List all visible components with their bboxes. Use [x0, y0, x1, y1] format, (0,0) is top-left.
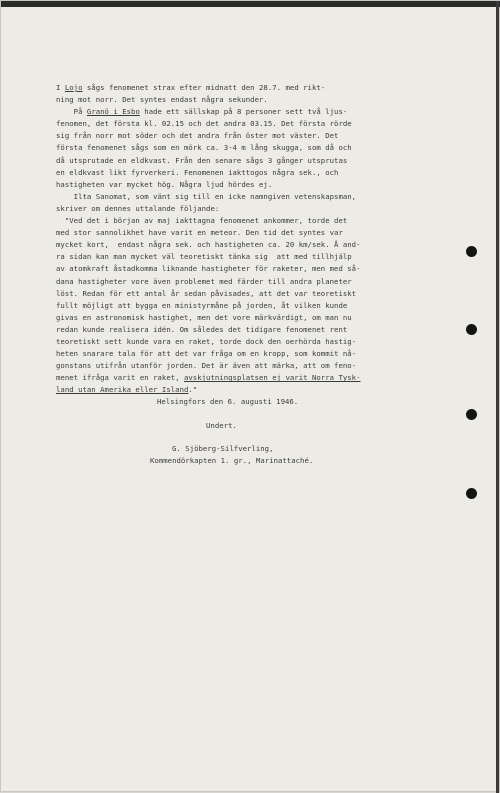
text-line: I Lojo sågs fenomenet strax efter midnatt den 28.7. med rikt- [56, 83, 326, 92]
text-line: dana hastigheter vore även problemet med färder till andra planeter [56, 276, 352, 286]
text-line: menet ifråga varit en raket, avskjutningsplatsen ej varit Norra Tysk- [56, 373, 361, 383]
text-line: "Ved det i början av maj iakttagna fenomenet ankommer, torde det [56, 216, 348, 226]
text-line: skriver om dennes uttalande följande: [56, 203, 220, 213]
text-line: löst. Redan för ett antal år sedan påvisades, att det var teoretiskt [56, 288, 357, 298]
text-line: av atomkraft åstadkomma liknande hastigheter för raketer, men med så- [56, 264, 361, 274]
text-line: mycket kort, endast några sek. och hastigheten ca. 20 km/sek. Å and- [56, 240, 361, 250]
text-line: fullt möjligt att bygga en ministyrmåne på jorden, åt vilken kunde [56, 300, 348, 310]
letter-body [56, 82, 451, 467]
scan-edge-top [1, 1, 500, 7]
text-line: gonstans utifrån utanför jorden. Det är även att märka, att om feno- [56, 361, 357, 371]
text-line: givas en astronomisk hastighet, men det vore märkvärdigt, om man nu [56, 312, 352, 322]
closing: Undert. [206, 420, 237, 430]
punch-hole [466, 246, 477, 257]
text-line: På Granö i Esbo hade ett sällskap på 8 personer sett två ljus- [56, 107, 348, 117]
text-line: ning mot norr. Det syntes endast några sekunder. [56, 95, 268, 105]
text-line: heten snarare tala för att det var fråga om en kropp, som kommit nå- [56, 349, 357, 359]
text-line: land utan Amerika eller Island." [56, 385, 198, 395]
text-line: ra sidan kan man mycket väl teoretiskt tänka sig att med tillhjälp [56, 252, 352, 262]
text-line: redan kunde realisera idén. Om således det tidigare fenomenet rent [56, 324, 348, 334]
punch-hole [466, 409, 477, 420]
text-line: en eldkvast likt fyrverkeri. Fenomenen iakttogos några sek., och [56, 167, 339, 177]
punch-hole [466, 324, 477, 335]
text-line: teoretiskt sett kunde vara en raket, torde dock den oerhörda hastig- [56, 336, 357, 346]
text-line: första fenomenet sågs som en mörk ca. 3-4 m lång skugga, som då och [56, 143, 352, 153]
text-line: då utsprutade en eldkvast. Från den senare sågs 3 gånger utsprutas [56, 155, 348, 165]
text-line: hastigheten var mycket hög. Några ljud hördes ej. [56, 179, 273, 189]
punch-hole [466, 488, 477, 499]
text-line: Ilta Sanomat, som vänt sig till en icke namngiven vetenskapsman, [56, 191, 357, 201]
signature-name: G. Sjöberg-Silfverling, [172, 443, 274, 453]
text-line: sig från norr mot söder och det andra från öster mot väster. Det [56, 131, 339, 141]
signature-title: Kommendörkapten 1. gr., Marinattaché. [150, 455, 314, 465]
text-line: fenomen, det första kl. 02.15 och det andra 03.15. Det första rörde [56, 119, 352, 129]
text-line: med stor sannolikhet have varit en meteor. Den tid det syntes var [56, 228, 343, 238]
place-date: Helsingfors den 6. augusti 1946. [157, 397, 299, 407]
scan-edge-right [496, 1, 499, 793]
